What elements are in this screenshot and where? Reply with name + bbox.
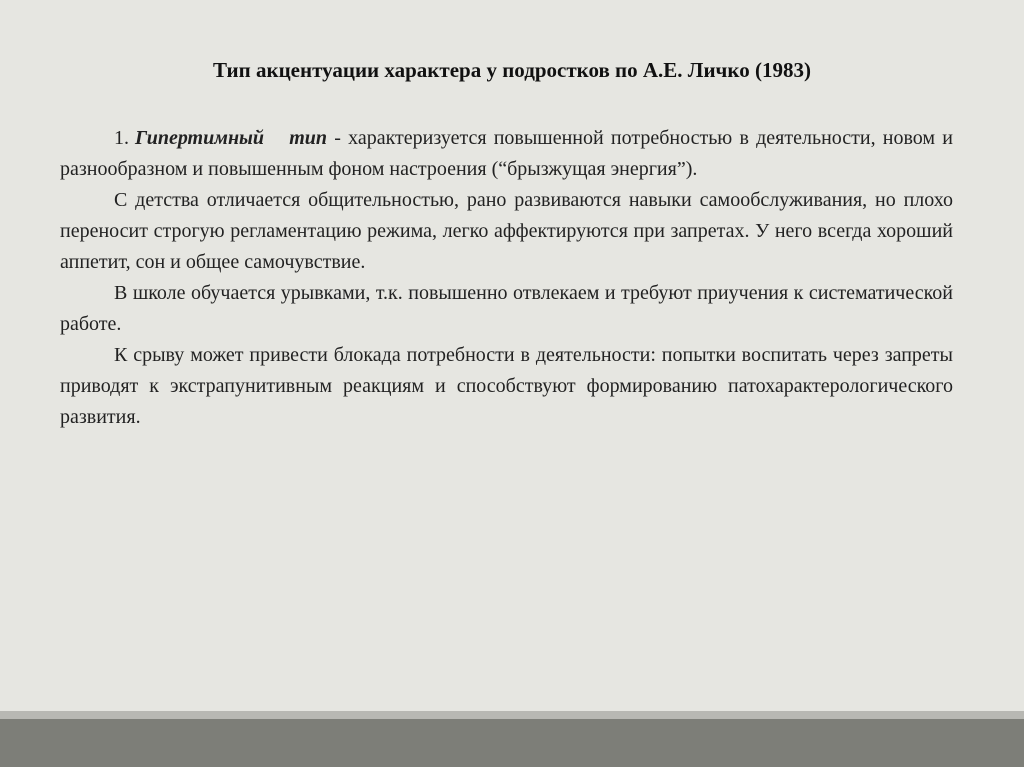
paragraph-school: В школе обучается урывками, т.к. повышенно отвлекаем и требуют приучения к систематической работе. [60, 282, 953, 335]
list-number: 1. [114, 127, 129, 149]
paragraph-breakdown: К срыву может привести блокада потребности в деятельности: попытки воспитать через запреты приводят к экстрапунитивным реакциям и способствуют формированию патохарактерологического развития. [60, 344, 953, 428]
paragraph-hyperthymic-type [60, 123, 953, 185]
slide-title: Тип акцентуации характера у подростков по А.Е. Личко (1983) [213, 58, 811, 82]
paragraph-childhood: С детства отличается общительностью, рано развиваются навыки самообслуживания, но плохо переносит строгую регламентацию режима, легко аффектируются при запретах. У него всегда хороший аппетит, сон и общее самочувствие. [60, 189, 953, 273]
type-name: Гипертимный тип [135, 127, 328, 149]
slide-body [60, 123, 953, 433]
footer-dark-band [0, 719, 1024, 767]
footer-light-strip [0, 711, 1024, 719]
type-description: - характеризуется повышенной потребностью в деятельности, новом и разнообразном и повышенным фоном настроения (“брызжущая энергия”). [60, 127, 953, 180]
